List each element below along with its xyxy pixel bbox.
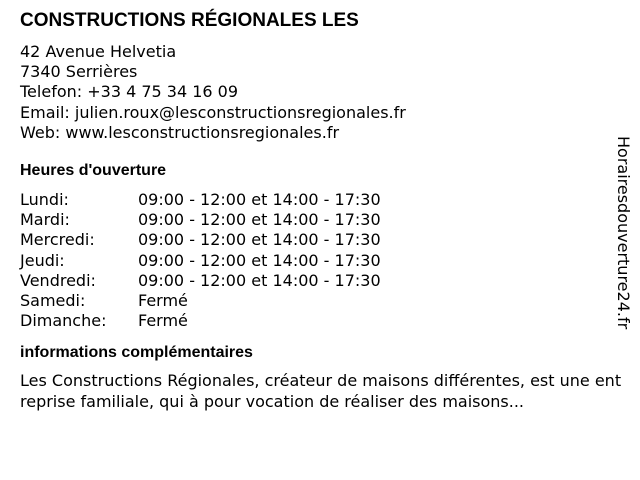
site-watermark <box>612 136 634 344</box>
phone-line: Telefon: +33 4 75 34 16 09 <box>20 82 239 102</box>
day-label: Jeudi: <box>20 250 65 270</box>
hours-row-wednesday <box>20 230 610 250</box>
contact-details <box>20 42 610 143</box>
hours-row-saturday <box>20 291 610 311</box>
day-label: Lundi: <box>20 190 69 210</box>
company-listing <box>20 8 622 412</box>
hours-value: 09:00 - 12:00 et 14:00 - 17:30 <box>138 190 381 210</box>
hours-row-friday <box>20 271 610 291</box>
hours-value: Fermé <box>138 291 188 311</box>
website-line: Web: www.lesconstructionsregionales.fr <box>20 122 340 142</box>
hours-value: Fermé <box>138 311 188 331</box>
day-label: Mercredi: <box>20 230 95 250</box>
opening-hours-heading: Heures d'ouverture <box>20 162 167 180</box>
additional-info-heading: informations complémentaires <box>20 344 253 362</box>
hours-row-monday <box>20 190 610 210</box>
day-label: Dimanche: <box>20 311 107 331</box>
day-label: Mardi: <box>20 210 70 230</box>
hours-value: 09:00 - 12:00 et 14:00 - 17:30 <box>138 210 381 230</box>
email-line: Email: julien.roux@lesconstructionsregionales.fr <box>20 102 406 122</box>
company-name: CONSTRUCTIONS RÉGIONALES LES <box>20 10 359 31</box>
hours-value: 09:00 - 12:00 et 14:00 - 17:30 <box>138 230 381 250</box>
day-label: Samedi: <box>20 291 86 311</box>
hours-row-thursday <box>20 251 610 271</box>
street-address: 42 Avenue Helvetia <box>20 42 177 61</box>
opening-hours-table <box>20 190 610 331</box>
postal-city: 7340 Serrières <box>20 62 138 82</box>
company-description: Les Constructions Régionales, créateur de maisons différentes, est une entreprise familiale, qui à pour vocation de réaliser des maisons... <box>20 371 622 411</box>
day-label: Vendredi: <box>20 270 96 290</box>
hours-row-tuesday <box>20 210 610 230</box>
hours-value: 09:00 - 12:00 et 14:00 - 17:30 <box>138 250 381 270</box>
hours-row-sunday <box>20 311 610 331</box>
watermark-text: Horairesdouverture24.fr <box>614 136 633 330</box>
hours-value: 09:00 - 12:00 et 14:00 - 17:30 <box>138 270 381 290</box>
